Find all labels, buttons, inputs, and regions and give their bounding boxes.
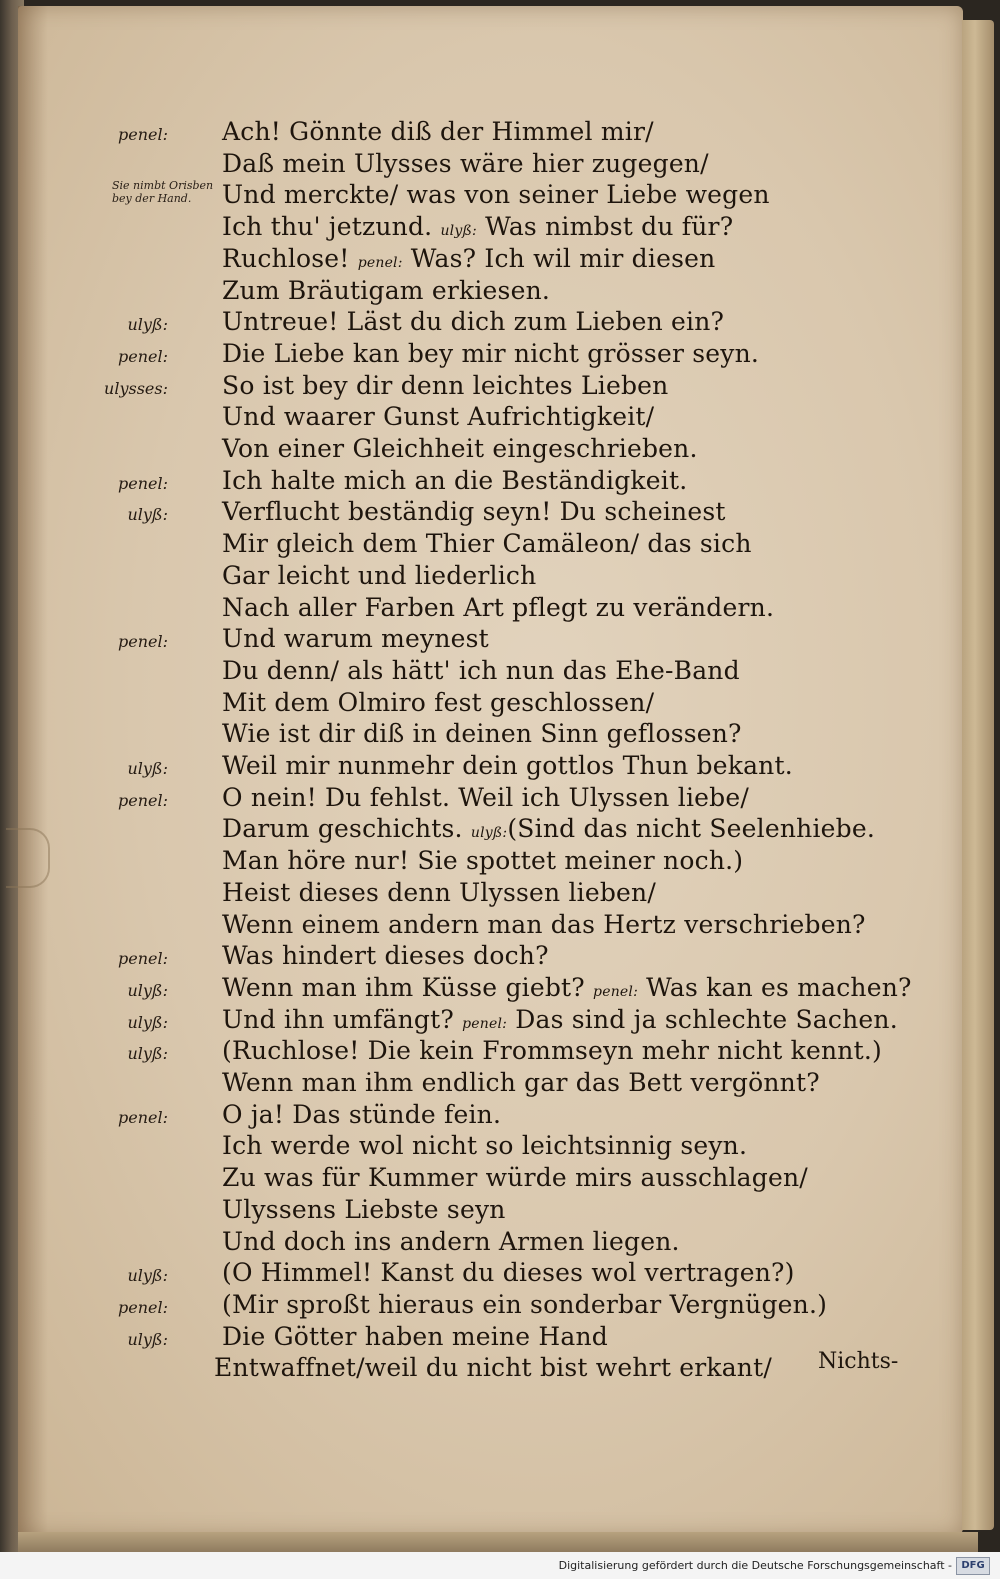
line-segment: Mit dem Olmiro fest geschlossen/ [222, 687, 655, 717]
line-segment: Daß mein Ulysses wäre hier zugegen/ [222, 148, 709, 178]
dialogue-line [0, 593, 960, 625]
inline-speaker-label: ulyß: [440, 223, 477, 240]
line-text [222, 783, 749, 812]
dialogue-line [0, 1100, 960, 1132]
dialogue-line [0, 402, 960, 434]
funding-notice: Digitalisierung gefördert durch die Deutsche Forschungsgemeinschaft - [558, 1559, 952, 1572]
line-text [222, 719, 742, 748]
line-text [222, 910, 866, 939]
line-segment: Ach! Gönnte diß der Himmel mir/ [222, 117, 654, 146]
catchword: Nichts- [818, 1349, 899, 1374]
dialogue-line [0, 1195, 960, 1227]
line-text [222, 1290, 827, 1319]
line-segment: (Sind das nicht Seelenhiebe. [507, 814, 875, 844]
dialogue-line [0, 941, 960, 973]
inline-speaker-label: ulyß: [470, 825, 508, 842]
line-segment: Weil mir nunmehr dein gottlos Thun bekant. [222, 751, 793, 780]
dialogue-line [0, 688, 960, 720]
dialogue-line [0, 434, 960, 466]
footer-bar [0, 1552, 1000, 1579]
next-leaf-edge [962, 20, 994, 1530]
dialogue-line [0, 339, 960, 371]
line-segment: Verflucht beständig seyn! Du scheinest [222, 497, 726, 527]
speaker-label: penel: [118, 346, 168, 366]
line-text [222, 529, 752, 558]
line-text [222, 1036, 882, 1065]
line-segment: (O Himmel! Kanst du dieses wol vertragen?) [222, 1258, 795, 1288]
line-segment: Du denn/ als hätt' ich nun das Ehe-Band [222, 655, 740, 685]
line-text [222, 371, 668, 400]
line-segment: Von einer Gleichheit eingeschrieben. [222, 434, 698, 463]
speaker-label: ulysses: [104, 378, 168, 398]
dialogue-line [0, 1353, 960, 1385]
line-segment: Und merckte/ was von seiner Liebe wegen [222, 180, 770, 210]
speaker-label: penel: [118, 632, 168, 652]
dialogue-line [0, 497, 960, 529]
dialogue-line [0, 1163, 960, 1195]
speaker-label: ulyß: [127, 315, 168, 335]
dialogue-line [0, 1068, 960, 1100]
dialogue-line [0, 529, 960, 561]
line-text [222, 434, 698, 463]
line-segment: Wenn man ihm Küsse giebt? [222, 972, 594, 1002]
line-text [222, 814, 875, 843]
line-text [222, 973, 912, 1002]
line-segment: Ich werde wol nicht so leichtsinnig seyn. [222, 1131, 748, 1161]
dialogue-line [0, 1227, 960, 1259]
dfg-logo: DFG [956, 1557, 990, 1575]
dialogue-line [0, 814, 960, 846]
speaker-label: penel: [118, 1297, 168, 1317]
dialogue-line [0, 973, 960, 1005]
line-text [222, 656, 740, 685]
line-text [222, 497, 726, 526]
line-segment: Wenn einem andern man das Hertz verschrieben? [222, 909, 866, 939]
line-segment: O ja! Das stünde fein. [222, 1099, 502, 1129]
dialogue-line [0, 1005, 960, 1037]
line-segment: Was hindert dieses doch? [222, 941, 549, 971]
line-segment: Und ihn umfängt? [222, 1004, 463, 1034]
line-text [222, 117, 654, 146]
line-text [222, 561, 536, 590]
line-segment: Was kan es machen? [638, 972, 912, 1002]
dialogue-line [0, 1131, 960, 1163]
line-segment: Gar leicht und liederlich [222, 560, 537, 590]
line-text [222, 1068, 820, 1097]
line-segment: Entwaffnet/weil du nicht bist wehrt erkant/ [214, 1353, 772, 1383]
dialogue-line [0, 466, 960, 498]
stage-direction: Sie nimbt Orisben bey der Hand. [112, 179, 214, 205]
dialogue-line [0, 624, 960, 656]
inline-speaker-label: penel: [357, 254, 403, 271]
speaker-label: penel: [118, 949, 168, 969]
line-segment: Man höre nur! Sie spottet meiner noch.) [222, 846, 744, 876]
line-text [222, 212, 733, 241]
line-segment: Ich thu' jetzund. [222, 212, 441, 242]
line-segment: Wenn man ihm endlich gar das Bett vergönnt? [222, 1068, 820, 1097]
line-text [222, 1258, 795, 1287]
dialogue-line [0, 276, 960, 308]
line-segment: Die Götter haben meine Hand [222, 1321, 608, 1351]
line-text [222, 1163, 808, 1192]
line-segment: O nein! Du fehlst. Weil ich Ulyssen liebe/ [222, 782, 749, 812]
line-text [222, 402, 654, 431]
line-segment: Was nimbst du für? [476, 212, 734, 242]
line-text [222, 466, 687, 495]
line-segment: Ruchlose! [222, 243, 358, 273]
speaker-label: ulyß: [127, 1044, 168, 1064]
line-segment: Nach aller Farben Art pflegt zu verändern. [222, 592, 775, 622]
dialogue-line [0, 1258, 960, 1290]
dialogue-line [0, 751, 960, 783]
speaker-label: ulyß: [127, 1012, 168, 1032]
line-segment: Die Liebe kan bey mir nicht grösser seyn. [222, 338, 760, 368]
dialogue-line [0, 783, 960, 815]
dialogue-line [0, 117, 960, 149]
line-text [222, 149, 709, 178]
dialogue-line [0, 719, 960, 751]
line-segment: Heist dieses denn Ulyssen lieben/ [222, 877, 656, 907]
line-text [222, 307, 724, 336]
line-segment: Was? Ich wil mir diesen [402, 243, 716, 273]
line-segment: Und waarer Gunst Aufrichtigkeit/ [222, 402, 655, 432]
line-segment: Und doch ins andern Armen liegen. [222, 1226, 680, 1256]
line-text [222, 878, 656, 907]
dialogue-line [0, 910, 960, 942]
line-text [222, 688, 654, 717]
line-segment: Zum Bräutigam erkiesen. [222, 275, 551, 305]
dialogue-line [0, 656, 960, 688]
line-text [222, 1227, 680, 1256]
line-text [222, 1131, 747, 1160]
line-segment: Wie ist dir diß in deinen Sinn geflossen? [222, 719, 742, 749]
line-segment: (Mir sproßt hieraus ein sonderbar Vergnügen.) [222, 1289, 828, 1319]
line-segment: So ist bey dir denn leichtes Lieben [222, 370, 669, 400]
inline-speaker-label: penel: [462, 1015, 508, 1032]
dialogue-line [0, 180, 960, 212]
dialogue-line [0, 1036, 960, 1068]
line-text [222, 751, 793, 780]
dialogue-line [0, 212, 960, 244]
dialogue-line [0, 1290, 960, 1322]
line-text [222, 180, 770, 209]
line-text [222, 244, 715, 273]
line-text [222, 1100, 501, 1129]
speaker-label: ulyß: [127, 759, 168, 778]
page-bottom-edge [18, 1532, 978, 1552]
dialogue-line [0, 1322, 960, 1354]
line-segment: (Ruchlose! Die kein Frommseyn mehr nicht kennt.) [222, 1036, 882, 1066]
dialogue-line [0, 244, 960, 276]
line-text [222, 593, 774, 622]
line-text [222, 339, 759, 368]
line-text [222, 1005, 898, 1034]
speaker-label: ulyß: [127, 1329, 168, 1349]
dialogue-line [0, 878, 960, 910]
line-text [214, 1353, 772, 1382]
line-segment: Zu was für Kummer würde mirs ausschlagen/ [222, 1163, 808, 1193]
speaker-label: penel: [118, 125, 168, 144]
line-segment: Das sind ja schlechte Sachen. [507, 1004, 898, 1034]
inline-speaker-label: penel: [593, 983, 638, 1000]
line-text [222, 624, 489, 653]
line-segment: Darum geschichts. [222, 814, 471, 844]
line-segment: Und warum meynest [222, 624, 489, 654]
speaker-label: penel: [118, 1107, 168, 1127]
speaker-label: penel: [118, 790, 168, 810]
line-text [222, 941, 549, 970]
line-segment: Ulyssens Liebste seyn [222, 1194, 506, 1224]
speaker-label: ulyß: [127, 1266, 168, 1286]
line-segment: Untreue! Läst du dich zum Lieben ein? [222, 307, 725, 337]
dialogue-line [0, 561, 960, 593]
speaker-label: ulyß: [127, 980, 168, 1000]
line-segment: Mir gleich dem Thier Camäleon/ das sich [222, 529, 752, 559]
line-text [222, 1195, 506, 1224]
line-text [222, 276, 550, 305]
line-segment: Ich halte mich an die Beständigkeit. [222, 465, 688, 495]
dialogue-line [0, 149, 960, 181]
dialogue-line [0, 846, 960, 878]
dialogue-line [0, 307, 960, 339]
line-text [222, 1322, 608, 1351]
speaker-label: penel: [118, 473, 168, 493]
line-text [222, 846, 743, 875]
speaker-label: ulyß: [127, 505, 168, 525]
dialogue-line [0, 371, 960, 403]
